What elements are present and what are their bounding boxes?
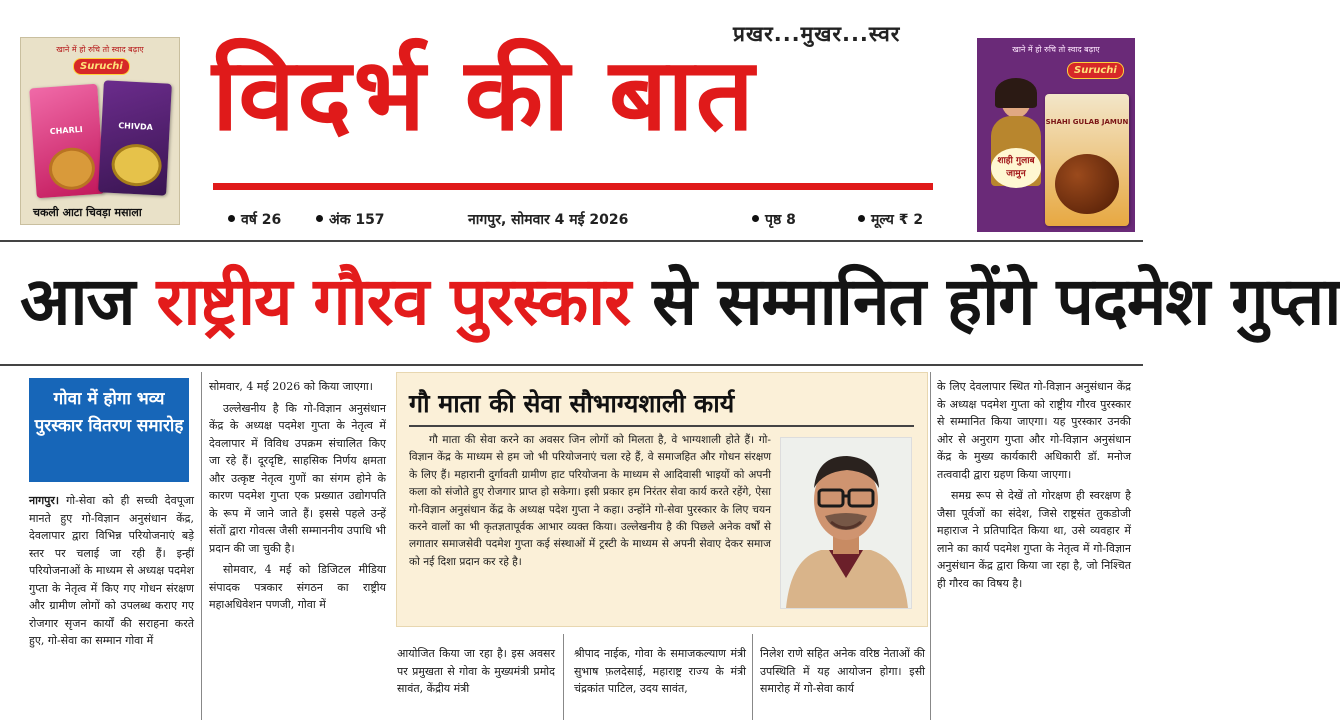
bullet-icon: [228, 215, 235, 222]
price-info: [858, 210, 923, 229]
feature-text: [409, 432, 771, 571]
column-rule: [930, 372, 931, 720]
bullet-icon: [858, 215, 865, 222]
article-paragraph: सोमवार, 4 मई को डिजिटल मीडिया संपादक पत्रकार संगठन का राष्ट्रीय महाअधिवेशन पणजी, गोवा में: [209, 563, 386, 611]
column-6-text: [937, 378, 1131, 592]
volume-text: वर्ष 26: [241, 212, 282, 228]
chivda-pack: [98, 80, 172, 195]
divider: [0, 364, 1143, 366]
column-5-text: [760, 645, 925, 698]
article-text: गो-सेवा को ही सच्ची देवपूजा मानते हुए गो-विज्ञान अनुसंधान केंद्र, देवलापार द्वारा विभिन्न परियोजनाएं बड़े स्तर पर चलाई जा रही हैं। इन्हीं परियोजनाओं के माध्यम से अध्यक्ष पदमेश गुप्ता के नेतृत्व में किए गए गोधन संरक्षण और ग्रामीण लोगों को उपलब्ध कराए गए रोजगार सृजन कार्यों की सराहना करते हुए, गो-सेवा का सम्मान गोवा में: [29, 494, 194, 647]
article-paragraph: उल्लेखनीय है कि गो-विज्ञान अनुसंधान केंद्र के अध्यक्ष पदमेश गुप्ता के नेतृत्व में देवलापार में विविध उपक्रम संचालित किए जा रहे हैं। दूरदृष्टि, साहसिक निर्णय क्षमता और उत्कृष्ट नेतृत्व गुणों का संगम होने के कारण पदमेश गुप्ता एक प्रख्यात उद्योगपति के रूप में जाने जाते हैं। इससे पहले उन्हें संतों द्वारा गोवत्स जैसी सम्माननीय उपाधि भी प्रदान की जा चुकी है।: [209, 401, 386, 555]
dateline: नागपुर।: [29, 494, 60, 507]
pack-label: CHIVDA: [118, 121, 154, 132]
article-paragraph: निलेश राणे सहित अनेक वरिष्ठ नेताओं की उपस्थिति में यह आयोजन होगा। इसी समारोह में गो-सेवा कार्य: [760, 647, 925, 695]
pack-label: CHARLI: [49, 124, 84, 137]
article-paragraph: के लिए देवलापार स्थित गो-विज्ञान अनुसंधान केंद्र के अध्यक्ष पदमेश गुप्ता को राष्ट्रीय गौरव पुरस्कार से सम्मानित किया जाएगा। यह पुरस्कार उनकी ओर से अनुराग गुप्ता और गो-विज्ञान अनुसंधान केंद्र के मुख्य कार्यकारी अधिकारी डॉ. मनोज तत्ववादी द्वारा ग्रहण किया जाएगा।: [937, 380, 1131, 481]
column-2-text: [209, 378, 386, 614]
feature-rule: [409, 425, 914, 427]
advertisement-left[interactable]: [20, 37, 180, 225]
issue-info: [316, 210, 385, 229]
pages-info: [752, 210, 796, 229]
column-3-text: [397, 645, 555, 698]
issue-text: अंक 157: [329, 212, 385, 228]
subheadline-box: गोवा में होगा भव्य पुरस्कार वितरण समारोह: [29, 378, 189, 482]
column-4-text: [574, 645, 746, 698]
ad-tagline: खाने में हो रुचि तो स्वाद बढ़ाए: [1012, 45, 1100, 54]
charli-pack: [29, 84, 105, 198]
brand-logo: Suruchi: [73, 58, 130, 75]
main-headline[interactable]: [20, 252, 1340, 362]
price-text: मूल्य ₹ 2: [871, 212, 924, 228]
gulab-jamun-box: [1045, 94, 1129, 226]
newspaper-title[interactable]: विदर्भ की बात: [212, 36, 756, 153]
article-paragraph: आयोजित किया जा रहा है। इस अवसर पर प्रमुखता से गोवा के मुख्यमंत्री प्रमोद सावंत, केंद्रीय मंत्री: [397, 647, 555, 695]
feature-title[interactable]: गौ माता की सेवा सौभाग्यशाली कार्य: [409, 389, 735, 418]
bullet-icon: [316, 215, 323, 222]
column-1-text: [29, 492, 194, 650]
article-paragraph: श्रीपाद नाईक, गोवा के समाजकल्याण मंत्री सुभाष फ़लदेसाई, महाराष्ट्र राज्य के मंत्री चंद्रकांत पाटिल, उदय सावंत,: [574, 647, 746, 695]
masthead-tagline: प्रखर...मुखर...स्वर: [733, 22, 901, 46]
product-badge: शाही गुलाब जामुन: [991, 148, 1041, 188]
feature-paragraph: गौ माता की सेवा करने का अवसर जिन लोगों को मिलता है, वे भाग्यशाली होते हैं। गो-विज्ञान केंद्र के माध्यम से हम जो भी परियोजनाएं चला रहे हैं, वे समाजहित और गोधन संरक्षण के लिए हैं। महारानी दुर्गावती ग्रामीण हाट परियोजना के माध्यम से आदिवासी भाइयों को अपनी कला को संजोते हुए रोजगार प्राप्त हो सकेगा। इसी प्रकार हम निरंतर सेवा कार्य करते रहेंगे, ऐसा गो-विज्ञान अनुसंधान केंद्र के अध्यक्ष पदेश गुप्ता ने कहा। उन्होंने गो-सेवा पुरस्कार के लिए चयन करने वालों का भी कृतज्ञतापूर्वक आभार व्यक्त किया। उल्लेखनीय है की पिछले अनेक वर्षों से लगातार समाजसेवी पदमेश गुप्ता कई संस्थाओं में ट्रस्टी के माध्यम से अपनी सेवाए देकर समाज को नई दिशा प्रदान कर रहे है।: [409, 434, 771, 568]
brand-logo: Suruchi: [1067, 62, 1124, 79]
pages-text: पृष्ठ 8: [765, 212, 796, 228]
ad-caption: चकली आटा चिवड़ा मसाला: [33, 206, 142, 219]
volume-info: [228, 210, 281, 229]
headline-part: आज: [20, 263, 157, 340]
column-rule: [563, 634, 564, 720]
place-date: नागपुर, सोमवार 4 मई 2026: [468, 212, 629, 228]
article-paragraph: सोमवार, 4 मई 2026 को किया जाएगा।: [209, 380, 373, 393]
ad-tagline: खाने में हो रुचि तो स्वाद बढ़ाए: [56, 45, 144, 54]
divider: [0, 240, 1143, 242]
column-rule: [752, 634, 753, 720]
headline-highlight: राष्ट्रीय गौरव पुरस्कार: [156, 263, 631, 340]
bullet-icon: [752, 215, 759, 222]
portrait-photo[interactable]: [780, 437, 912, 609]
pack-label: SHAHI GULAB JAMUN: [1045, 118, 1129, 126]
masthead-rule: [213, 183, 933, 190]
column-rule: [201, 372, 202, 720]
advertisement-right[interactable]: [977, 38, 1135, 232]
headline-part: से सम्मानित होंगे पदमेश गुप्ता: [630, 263, 1340, 340]
article-paragraph: समग्र रूप से देखें तो गोरक्षण ही स्वरक्षण है जैसा पूर्वजों का संदेश, जिसे राष्ट्रसंत तुकडोजी महाराज ने प्रतिपादित किया था, उसे व्यवहार में लाने का कार्य पदमेश गुप्ता के नेतृत्व में गो-विज्ञान अनुसंधान केंद्र द्वारा किया जा रहा है, जो निश्चित ही गौरव का विषय है।: [937, 489, 1131, 590]
